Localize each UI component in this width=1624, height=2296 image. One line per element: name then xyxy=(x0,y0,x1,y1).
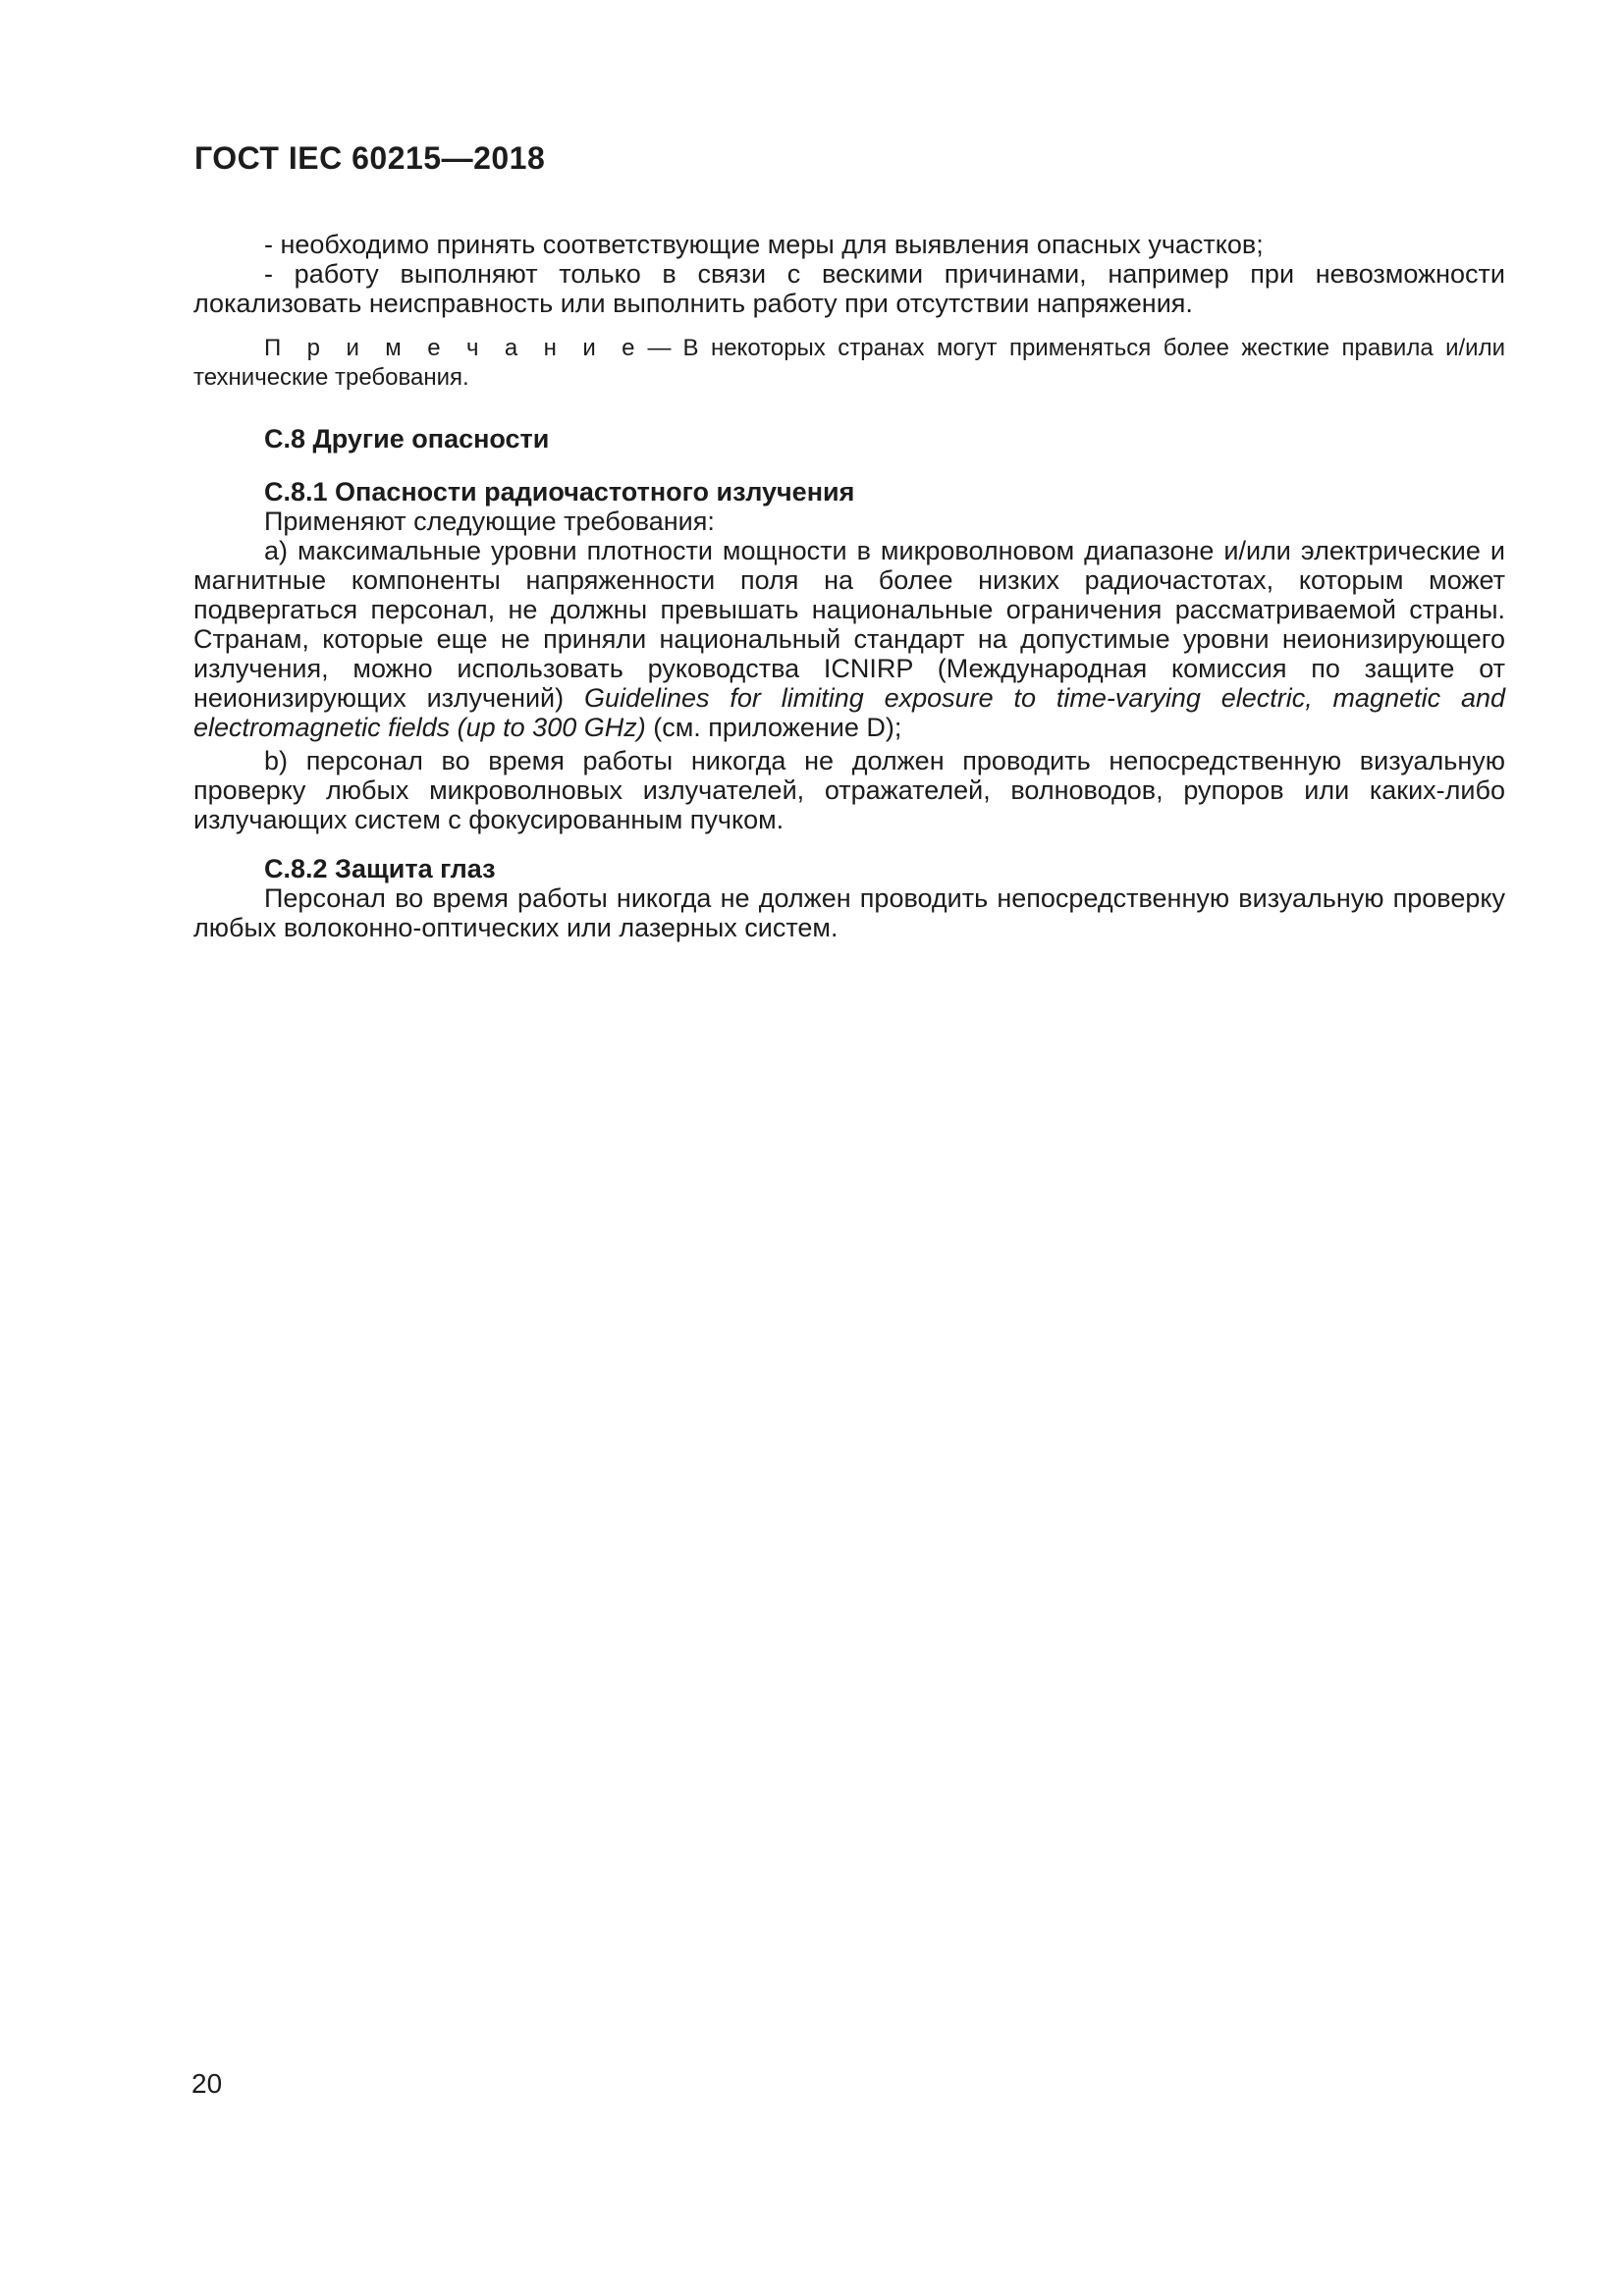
bullet-item-2: - работу выполняют только в связи с вескими причинами, например при невозможности локализовать неисправность или выполнить работу при отсутствии напряжения. xyxy=(193,259,1505,318)
note xyxy=(193,334,1505,393)
note-dash: — xyxy=(647,335,672,361)
page-content xyxy=(193,230,1505,942)
page-number: 20 xyxy=(191,2068,223,2099)
section-heading-c82: С.8.2 Защита глаз xyxy=(264,854,496,883)
section-heading-c8: С.8 Другие опасности xyxy=(264,424,550,454)
section-heading-c81: С.8.1 Опасности радиочастотного излучения xyxy=(264,477,855,507)
list-item-b: b) персонал во время работы никогда не должен проводить непосредственную визуальную проверку любых микроволновых излучателей, отражателей, волноводов, рупоров или каких-либо излучающих систем с фокусированным пучком. xyxy=(193,746,1505,834)
list-item-a-citation: Guidelines for limiting exposure to time-varying electric, magnetic and electromagnetic fields (up to 300 GHz) xyxy=(193,683,1505,742)
paragraph-intro-c81: Применяют следующие требования: xyxy=(264,507,715,536)
note-label: П р и м е ч а н и е xyxy=(264,335,642,361)
paragraph-c82: Персонал во время работы никогда не должен проводить непосредственную визуальную проверку любых волоконно-оптических или лазерных систем. xyxy=(193,883,1505,942)
list-item-a-text: a) максимальные уровни плотности мощности в микроволновом диапазоне и/или электрические и магнитные компоненты напряженности поля на более низких радиочастотах, которым может подвергаться персонал, не должны превышать национальные ограничения рассматриваемой страны. Странам, которые еще не приняли национальный стандарт на допустимые уровни неионизирующего излучения, можно использовать руководства ICNIRP (Международная комиссия по защите от неионизирующих излучений) xyxy=(193,536,1505,713)
list-item-a-reference: (см. приложение D); xyxy=(645,713,902,742)
list-item-a xyxy=(193,536,1505,742)
note-text: В некоторых странах могут применяться более жесткие правила и/или технические требования. xyxy=(193,335,1505,391)
running-header: ГОСТ IEC 60215—2018 xyxy=(194,140,546,176)
bullet-item-1: - необходимо принять соответствующие меры для выявления опасных участков; xyxy=(264,230,1264,259)
